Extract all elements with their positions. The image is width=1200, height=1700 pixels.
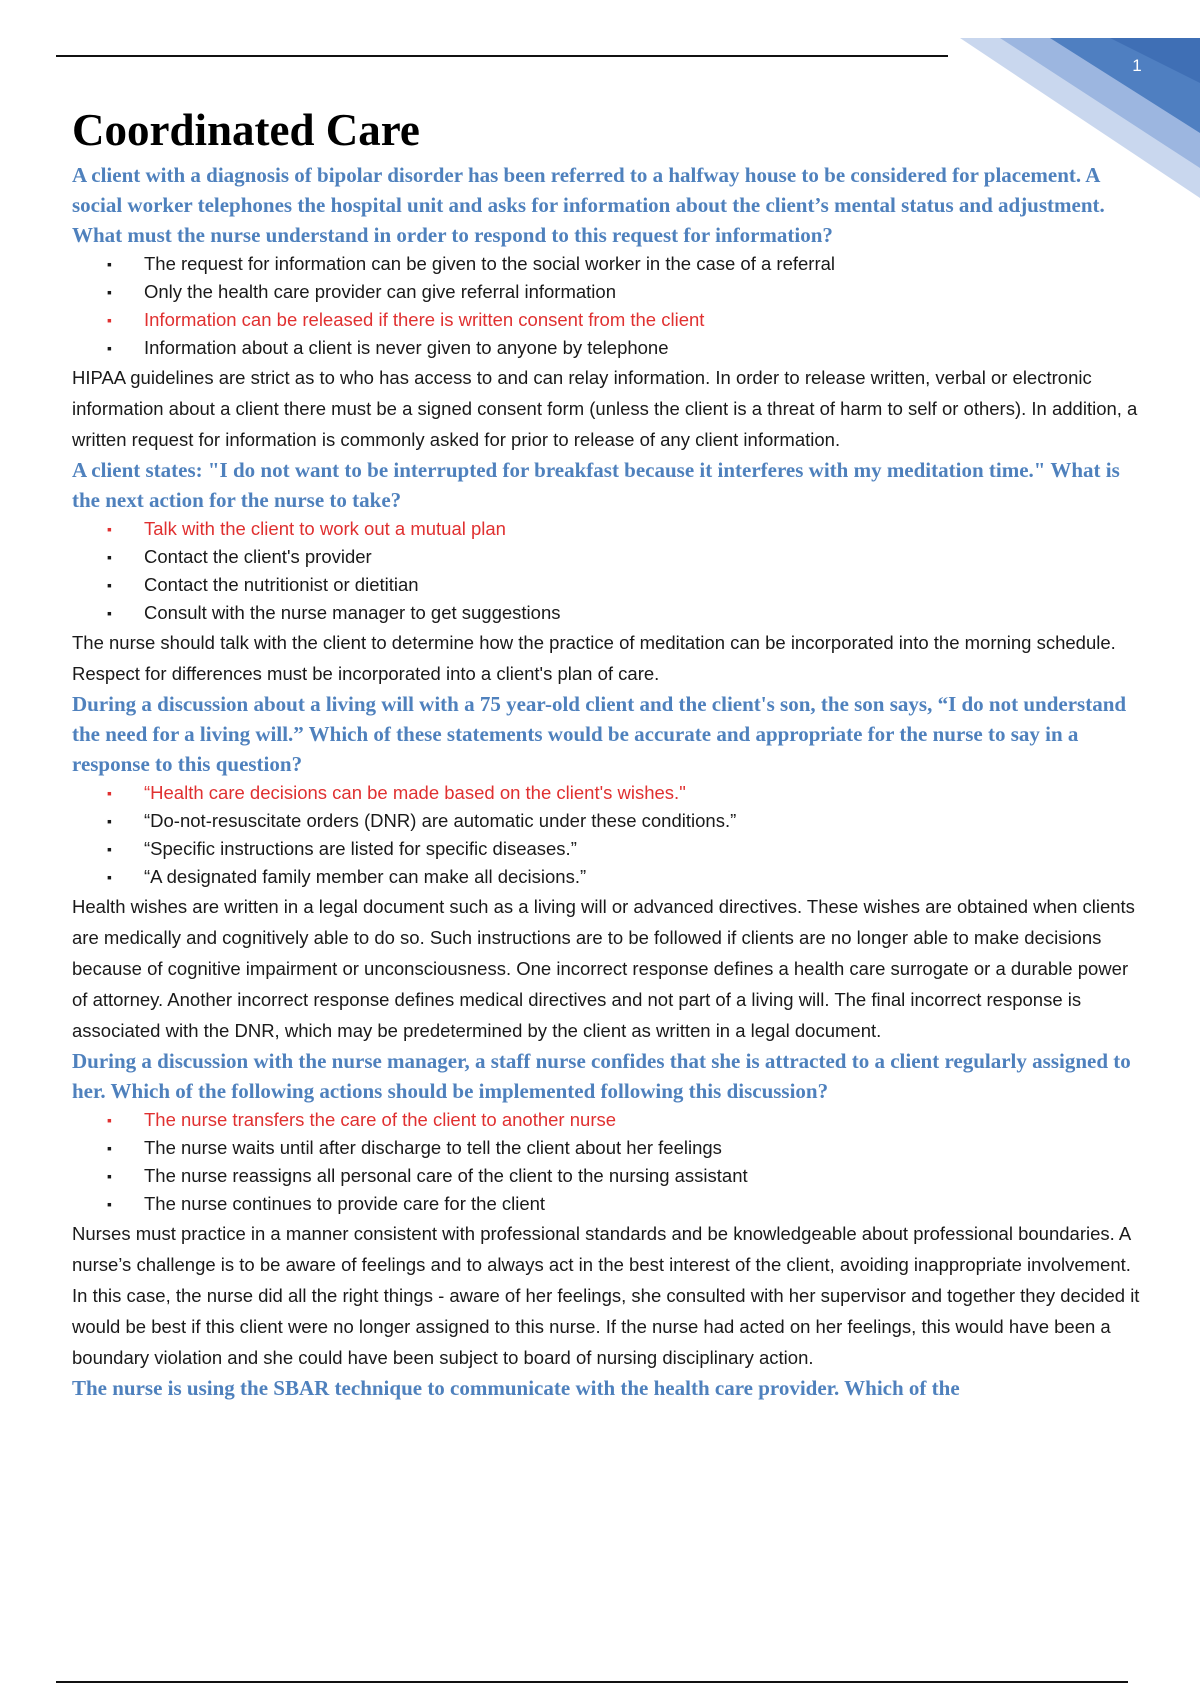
bullet-icon: ▪	[107, 1196, 112, 1212]
answer-option	[72, 571, 1144, 599]
answer-option	[72, 1162, 1144, 1190]
answer-option	[72, 543, 1144, 571]
answer-option	[72, 1134, 1144, 1162]
bullet-icon: ▪	[107, 785, 112, 801]
bullet-icon: ▪	[107, 577, 112, 593]
option-text: The nurse waits until after discharge to tell the client about her feelings	[144, 1137, 722, 1158]
answer-options	[72, 1106, 1144, 1218]
option-text: The request for information can be given to the social worker in the case of a referral	[144, 253, 836, 274]
question-block	[72, 1046, 1144, 1373]
question-text: A client states: "I do not want to be interrupted for breakfast because it interferes with my meditation time." What is the next action for the nurse to take?	[72, 458, 1120, 512]
question-block	[72, 455, 1144, 689]
option-text: The nurse transfers the care of the client to another nurse	[144, 1109, 617, 1130]
answer-option	[72, 250, 1144, 278]
bullet-icon: ▪	[107, 813, 112, 829]
rationale-text: HIPAA guidelines are strict as to who has access to and can relay information. In order to release written, verbal or electronic information about a client there must be a signed consent form (unless the client is a threat of harm to self or others). In addition, a written request for information is commonly asked for prior to release of any client information.	[72, 367, 1138, 450]
bullet-icon: ▪	[107, 1112, 112, 1128]
option-text: The nurse reassigns all personal care of the client to the nursing assistant	[144, 1165, 748, 1186]
option-text: Information about a client is never given to anyone by telephone	[144, 337, 669, 358]
bullet-icon: ▪	[107, 521, 112, 537]
bullet-icon: ▪	[107, 284, 112, 300]
answer-option	[72, 278, 1144, 306]
bullet-icon: ▪	[107, 1140, 112, 1156]
option-text: “Do-not-resuscitate orders (DNR) are automatic under these conditions.”	[144, 810, 737, 831]
question-list	[72, 160, 1144, 1373]
answer-options	[72, 515, 1144, 627]
option-text: Contact the client's provider	[144, 546, 372, 567]
option-text: Talk with the client to work out a mutual plan	[144, 518, 506, 539]
answer-options	[72, 250, 1144, 362]
option-text: “A designated family member can make all decisions.”	[144, 866, 587, 887]
bullet-icon: ▪	[107, 1168, 112, 1184]
option-text: Information can be released if there is written consent from the client	[144, 309, 705, 330]
question-text: During a discussion about a living will with a 75 year-old client and the client's son, the son says, “I do not understand the need for a living will.” Which of these statements would be accurate and appropriate for the nurse to say in a response to this question?	[72, 692, 1127, 776]
correct-answer-option	[72, 1106, 1144, 1134]
question-block	[72, 160, 1144, 455]
footer-rule	[56, 1681, 1128, 1683]
header-rule	[56, 55, 948, 57]
answer-option	[72, 835, 1144, 863]
question-text: The nurse is using the SBAR technique to communicate with the health care provider. Which of the	[72, 1376, 960, 1400]
rationale-text: Health wishes are written in a legal document such as a living will or advanced directives. These wishes are obtained when clients are medically and cognitively able to do so. Such instructions are to be followed if clients are no longer able to make decisions because of cognitive impairment or unconsciousness. One incorrect response defines a health care surrogate or a durable power of attorney. Another incorrect response defines medical directives and not part of a living will. The final incorrect response is associated with the DNR, which may be predetermined by the client as written in a legal document.	[72, 896, 1135, 1041]
rationale-text: Nurses must practice in a manner consistent with professional standards and be knowledgeable about professional boundaries. A nurse’s challenge is to be aware of feelings and to always act in the best interest of the client, avoiding inappropriate involvement. In this case, the nurse did all the right things - aware of her feelings, she consulted with her supervisor and together they decided it would be best if this client were no longer assigned to this nurse. If the nurse had acted on her feelings, this would have been a boundary violation and she could have been subject to board of nursing disciplinary action.	[72, 1223, 1140, 1368]
option-text: “Specific instructions are listed for specific diseases.”	[144, 838, 577, 859]
answer-option	[72, 807, 1144, 835]
answer-option	[72, 334, 1144, 362]
rationale-text: The nurse should talk with the client to determine how the practice of meditation can be incorporated into the morning schedule. Respect for differences must be incorporated into a client's plan of care.	[72, 632, 1116, 684]
document-title: Coordinated Care	[72, 105, 420, 155]
question-block	[72, 689, 1144, 1046]
option-text: Contact the nutritionist or dietitian	[144, 574, 419, 595]
bullet-icon: ▪	[107, 605, 112, 621]
correct-answer-option	[72, 779, 1144, 807]
option-text: “Health care decisions can be made based on the client's wishes."	[144, 782, 686, 803]
answer-option	[72, 599, 1144, 627]
option-text: The nurse continues to provide care for the client	[144, 1193, 546, 1214]
bullet-icon: ▪	[107, 312, 112, 328]
option-text: Only the health care provider can give referral information	[144, 281, 616, 302]
bullet-icon: ▪	[107, 549, 112, 565]
answer-options	[72, 779, 1144, 891]
page-number: 1	[1132, 56, 1142, 75]
option-text: Consult with the nurse manager to get suggestions	[144, 602, 561, 623]
bullet-icon: ▪	[107, 869, 112, 885]
answer-option	[72, 863, 1144, 891]
bullet-icon: ▪	[107, 256, 112, 272]
question-text: A client with a diagnosis of bipolar disorder has been referred to a halfway house to be considered for placement. A social worker telephones the hospital unit and asks for information about the client’s mental status and adjustment. What must the nurse understand in order to respond to this request for information?	[72, 163, 1105, 247]
bullet-icon: ▪	[107, 340, 112, 356]
bullet-icon: ▪	[107, 841, 112, 857]
document-body	[72, 104, 1144, 1403]
question-text: During a discussion with the nurse manager, a staff nurse confides that she is attracted to a client regularly assigned to her. Which of the following actions should be implemented following this discussion?	[72, 1049, 1131, 1103]
correct-answer-option	[72, 306, 1144, 334]
correct-answer-option	[72, 515, 1144, 543]
answer-option	[72, 1190, 1144, 1218]
